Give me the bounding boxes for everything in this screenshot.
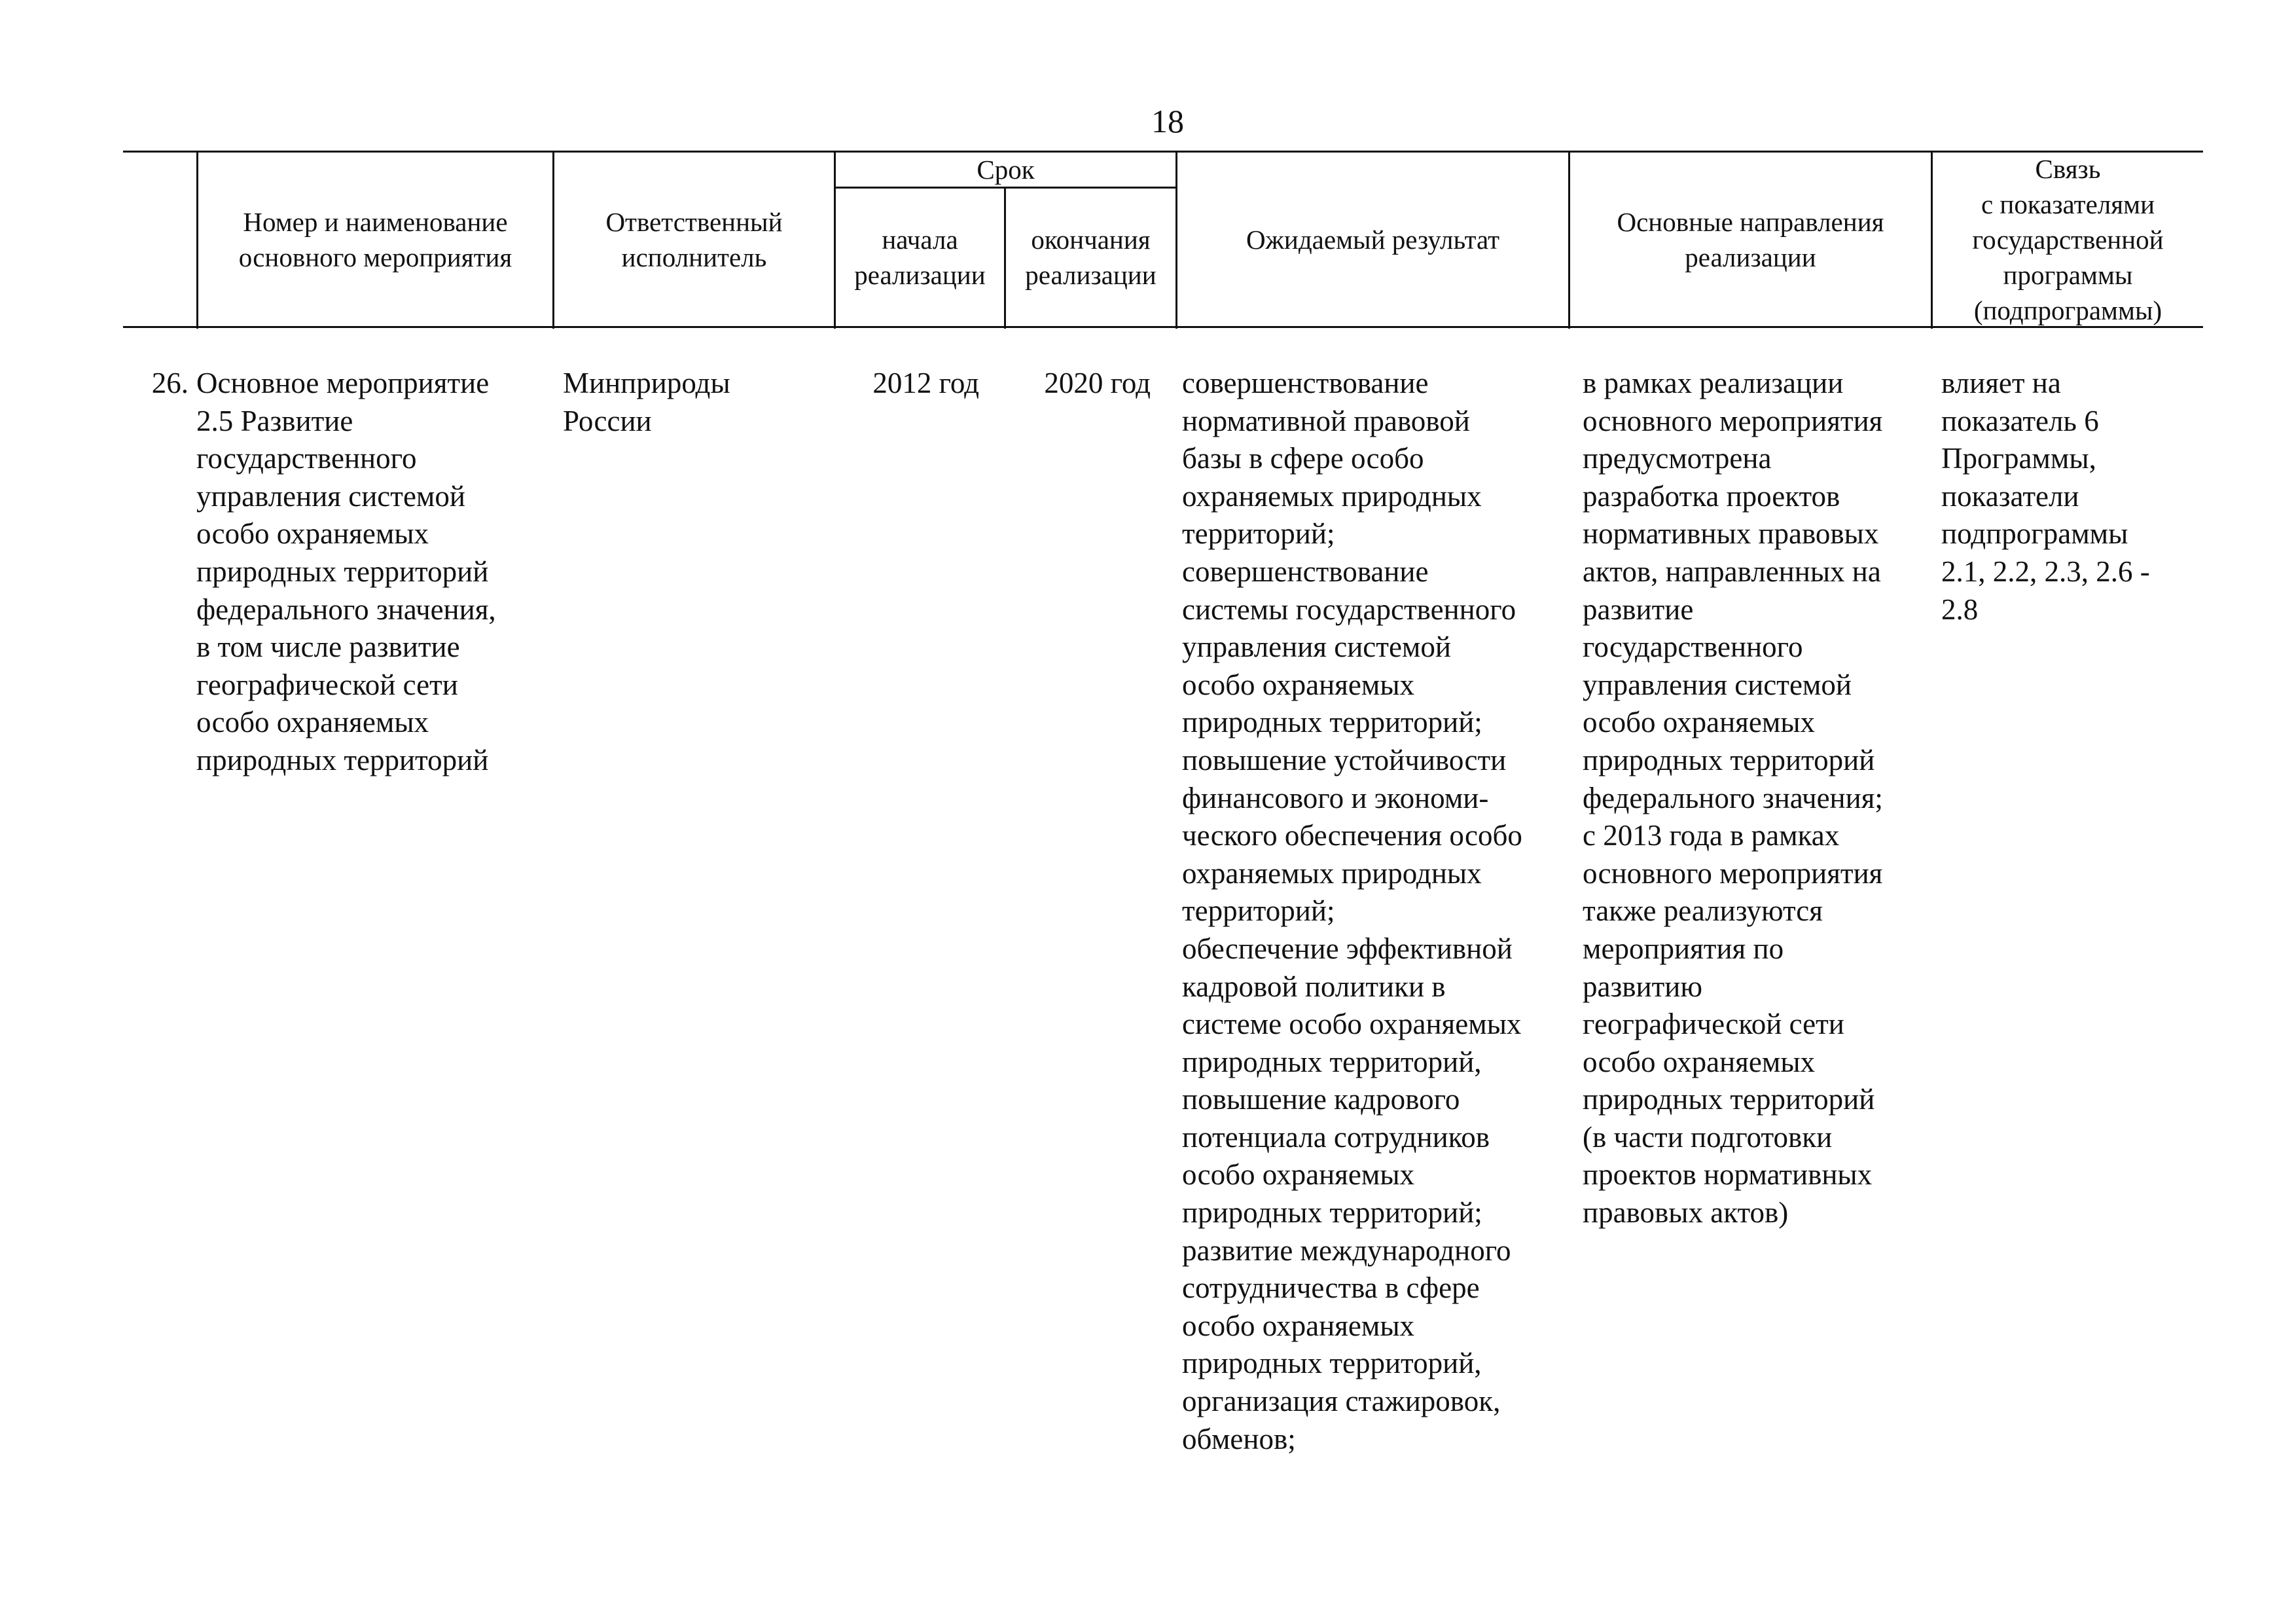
text-line: природных территорий bbox=[1583, 1083, 1875, 1116]
text-line: в рамках реализации bbox=[1583, 367, 1844, 399]
text-line: особо охраняемых bbox=[1182, 1158, 1415, 1192]
text-line: разработка проектов bbox=[1583, 479, 1840, 513]
text-line: государственной bbox=[1972, 224, 2164, 255]
text-line: основного мероприятия bbox=[1583, 856, 1883, 890]
text-line: обменов; bbox=[1182, 1422, 1296, 1455]
row-start: 2012 год bbox=[872, 367, 979, 399]
text-line: природных территорий bbox=[196, 555, 489, 588]
text-line: нормативной правовой bbox=[1182, 404, 1470, 437]
text-line: развитие bbox=[1583, 593, 1694, 626]
text-line: государственного bbox=[196, 442, 417, 475]
text-line: особо охраняемых bbox=[1182, 668, 1415, 701]
text-line: 2.1, 2.2, 2.3, 2.6 - bbox=[1941, 555, 2150, 588]
text-line: реализации bbox=[1025, 260, 1157, 290]
text-line: природных территорий; bbox=[1182, 706, 1482, 739]
text-line: нормативных правовых bbox=[1583, 517, 1879, 551]
text-line: с показателями bbox=[1981, 189, 2155, 219]
header-result: Ожидаемый результат bbox=[1246, 224, 1500, 255]
text-line: Номер и наименование bbox=[243, 206, 508, 237]
text-line: (в части подготовки bbox=[1583, 1120, 1833, 1154]
text-line: в том числе развитие bbox=[196, 630, 460, 664]
text-line: территорий; bbox=[1182, 517, 1335, 551]
text-line: Основное мероприятие bbox=[196, 367, 490, 399]
text-line: развитие международного bbox=[1182, 1233, 1511, 1267]
table-header-bottom-rule bbox=[123, 326, 2203, 328]
header-link bbox=[1933, 153, 2203, 326]
text-line: повышение кадрового bbox=[1182, 1083, 1460, 1116]
text-line: начала bbox=[882, 225, 958, 255]
text-line: проектов нормативных bbox=[1583, 1158, 1873, 1192]
text-line: кадровой политики в bbox=[1182, 970, 1446, 1003]
text-line: географической сети bbox=[196, 668, 458, 701]
row-end: 2020 год bbox=[1044, 367, 1151, 399]
text-line: показатель 6 bbox=[1941, 404, 2099, 437]
text-line: управления системой bbox=[1583, 668, 1852, 701]
text-line: особо охраняемых bbox=[1182, 1309, 1415, 1342]
text-line: программы bbox=[2003, 259, 2133, 290]
text-line: показатели bbox=[1941, 479, 2079, 513]
text-line: повышение устойчивости bbox=[1182, 743, 1507, 776]
row-name bbox=[196, 365, 496, 780]
header-term: Срок bbox=[977, 155, 1035, 185]
text-line: природных территорий bbox=[1583, 743, 1875, 776]
text-line: совершенствование bbox=[1182, 555, 1429, 588]
text-line: федерального значения, bbox=[196, 593, 496, 626]
row-number: 26. bbox=[151, 367, 188, 399]
row-result bbox=[1182, 365, 1522, 1458]
text-line: управления системой bbox=[1182, 630, 1451, 664]
text-line: потенциала сотрудников bbox=[1182, 1120, 1490, 1154]
text-line: природных территорий bbox=[196, 743, 489, 776]
text-line: территорий; bbox=[1182, 894, 1335, 928]
text-line: реализации bbox=[854, 260, 986, 290]
text-line: развитию bbox=[1583, 970, 1702, 1003]
text-line: правовых актов) bbox=[1583, 1196, 1789, 1230]
header-start bbox=[836, 189, 1004, 326]
text-line: природных территорий, bbox=[1182, 1045, 1482, 1078]
text-line: особо охраняемых bbox=[1583, 706, 1816, 739]
row-directions bbox=[1583, 365, 1883, 1232]
text-line: базы в сфере особо bbox=[1182, 442, 1424, 475]
text-line: Ответственный bbox=[605, 206, 783, 237]
row-link bbox=[1941, 365, 2150, 629]
text-line: Программы, bbox=[1941, 442, 2096, 475]
text-line: окончания bbox=[1031, 225, 1151, 255]
text-line: географической сети bbox=[1583, 1008, 1844, 1041]
text-line: особо охраняемых bbox=[196, 517, 429, 551]
text-line: совершенствование bbox=[1182, 367, 1429, 399]
row-executor bbox=[563, 365, 730, 440]
text-line: (подпрограммы) bbox=[1973, 295, 2162, 325]
header-directions bbox=[1570, 153, 1931, 326]
text-line: Основные направления bbox=[1617, 206, 1884, 237]
header-name bbox=[198, 153, 552, 326]
text-line: природных территорий, bbox=[1182, 1347, 1482, 1380]
page-number: 18 bbox=[1151, 103, 1184, 139]
text-line: Минприроды bbox=[563, 367, 730, 399]
text-line: обеспечение эффективной bbox=[1182, 932, 1513, 965]
header-end bbox=[1006, 189, 1175, 326]
header-executor bbox=[554, 153, 834, 326]
text-line: мероприятия по bbox=[1583, 932, 1784, 965]
text-line: основного мероприятия bbox=[1583, 404, 1883, 437]
text-line: организация стажировок, bbox=[1182, 1385, 1501, 1418]
text-line: ческого обеспечения особо bbox=[1182, 819, 1522, 852]
text-line: государственного bbox=[1583, 630, 1803, 664]
text-line: реализации bbox=[1685, 242, 1816, 272]
text-line: также реализуются bbox=[1583, 894, 1823, 928]
text-line: особо охраняемых bbox=[196, 706, 429, 739]
text-line: с 2013 года в рамках bbox=[1583, 819, 1840, 852]
text-line: управления системой bbox=[196, 479, 465, 513]
text-line: исполнитель bbox=[621, 242, 767, 272]
text-line: особо охраняемых bbox=[1583, 1045, 1816, 1078]
text-line: подпрограммы bbox=[1941, 517, 2128, 551]
text-line: 2.5 Развитие bbox=[196, 404, 353, 437]
text-line: природных территорий; bbox=[1182, 1196, 1482, 1230]
text-line: финансового и экономи- bbox=[1182, 781, 1489, 814]
text-line: актов, направленных на bbox=[1583, 555, 1881, 588]
text-line: предусмотрена bbox=[1583, 442, 1772, 475]
text-line: охраняемых природных bbox=[1182, 479, 1482, 513]
text-line: 2.8 bbox=[1941, 593, 1979, 626]
text-line: системы государственного bbox=[1182, 593, 1516, 626]
text-line: охраняемых природных bbox=[1182, 856, 1482, 890]
text-line: федерального значения; bbox=[1583, 781, 1883, 814]
text-line: Связь bbox=[2035, 153, 2101, 184]
text-line: влияет на bbox=[1941, 367, 2061, 399]
text-line: системе особо охраняемых bbox=[1182, 1008, 1522, 1041]
text-line: России bbox=[563, 404, 652, 437]
text-line: основного мероприятия bbox=[238, 242, 512, 272]
text-line: сотрудничества в сфере bbox=[1182, 1271, 1480, 1305]
